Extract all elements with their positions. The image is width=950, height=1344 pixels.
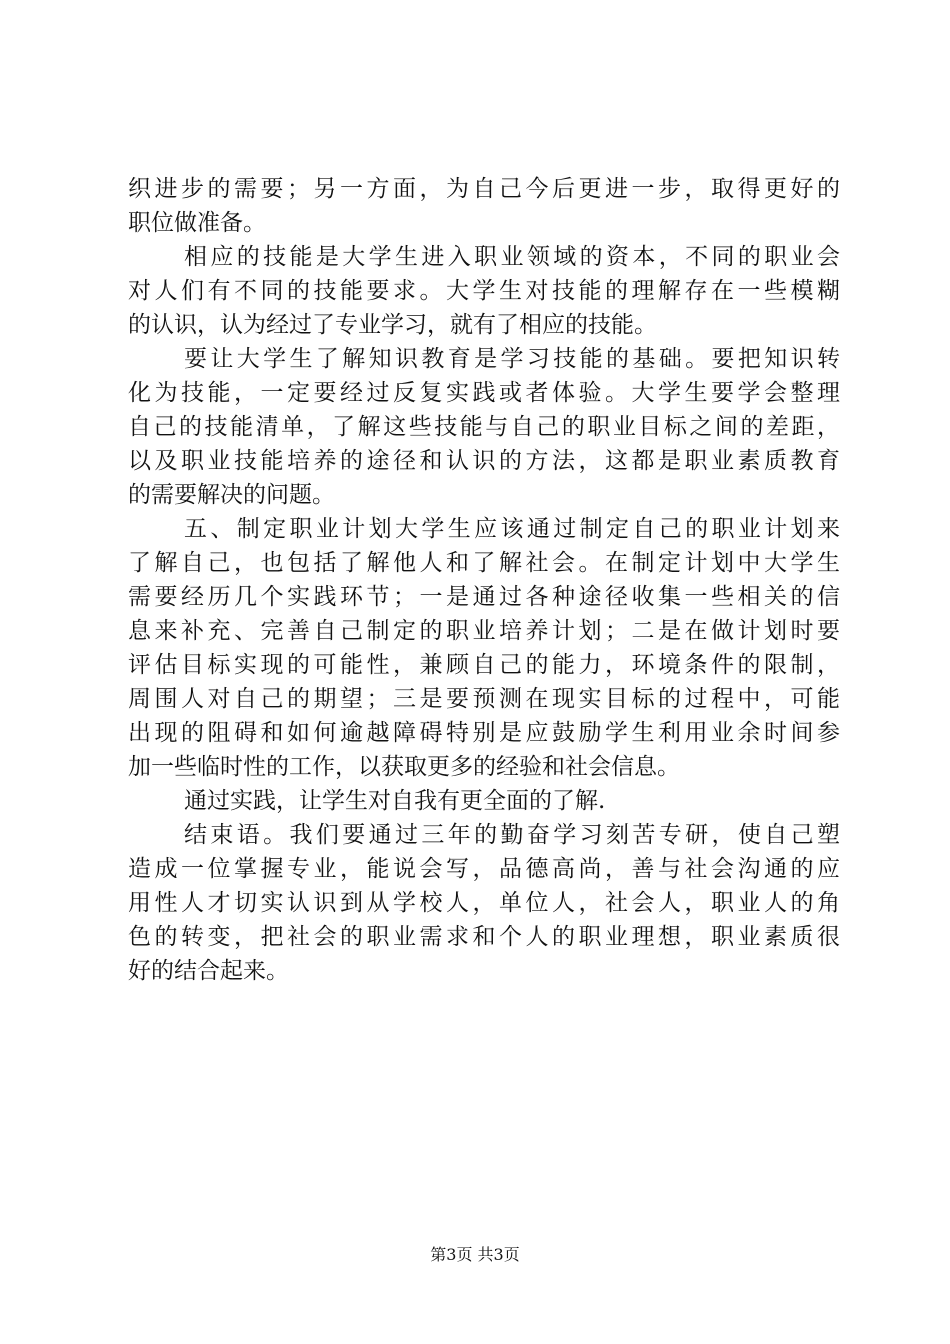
text-line: 好的结合起来。 [128, 958, 289, 984]
text-line: 色的转变，把社会的职业需求和个人的职业理想，职业素质很 [128, 924, 840, 950]
text-line: 通过实践，让学生对自我有更全面的了解. [184, 788, 606, 814]
text-line: 以及职业技能培养的途径和认识的方法，这都是职业素质教育 [128, 448, 840, 474]
text-line: 要让大学生了解知识教育是学习技能的基础。要把知识转 [184, 346, 840, 372]
text-line: 对人们有不同的技能要求。大学生对技能的理解存在一些模糊 [128, 278, 840, 304]
text-line: 周围人对自己的期望；三是要预测在现实目标的过程中，可能 [128, 686, 840, 712]
text-line: 出现的阻碍和如何逾越障碍特别是应鼓励学生利用业余时间参 [128, 720, 840, 746]
text-line: 了解自己，也包括了解他人和了解社会。在制定计划中大学生 [128, 550, 840, 576]
page-footer: 第3页 共3页 [430, 1245, 520, 1264]
text-line: 息来补充、完善自己制定的职业培养计划；二是在做计划时要 [128, 618, 840, 644]
text-line: 的认识，认为经过了专业学习，就有了相应的技能。 [128, 312, 657, 338]
text-line: 造成一位掌握专业，能说会写，品德高尚，善与社会沟通的应 [128, 856, 840, 882]
text-line: 需要经历几个实践环节；一是通过各种途径收集一些相关的信 [128, 584, 840, 610]
document-body [128, 172, 840, 988]
text-line: 五、制定职业计划大学生应该通过制定自己的职业计划来 [184, 516, 840, 542]
text-line: 织进步的需要；另一方面，为自己今后更进一步，取得更好的 [128, 176, 840, 202]
text-line: 的需要解决的问题。 [128, 482, 335, 508]
text-line: 相应的技能是大学生进入职业领域的资本，不同的职业会 [184, 244, 840, 270]
text-line: 评估目标实现的可能性，兼顾自己的能力，环境条件的限制， [128, 652, 840, 678]
text-line: 职位做准备。 [128, 210, 266, 236]
text-line: 用性人才切实认识到从学校人，单位人，社会人，职业人的角 [128, 890, 840, 916]
text-line: 结束语。我们要通过三年的勤奋学习刻苦专研，使自己塑 [184, 822, 840, 848]
text-line: 加一些临时性的工作，以获取更多的经验和社会信息。 [128, 754, 680, 780]
text-line: 化为技能，一定要经过反复实践或者体验。大学生要学会整理 [128, 380, 840, 406]
text-line: 自己的技能清单，了解这些技能与自己的职业目标之间的差距， [128, 414, 840, 440]
